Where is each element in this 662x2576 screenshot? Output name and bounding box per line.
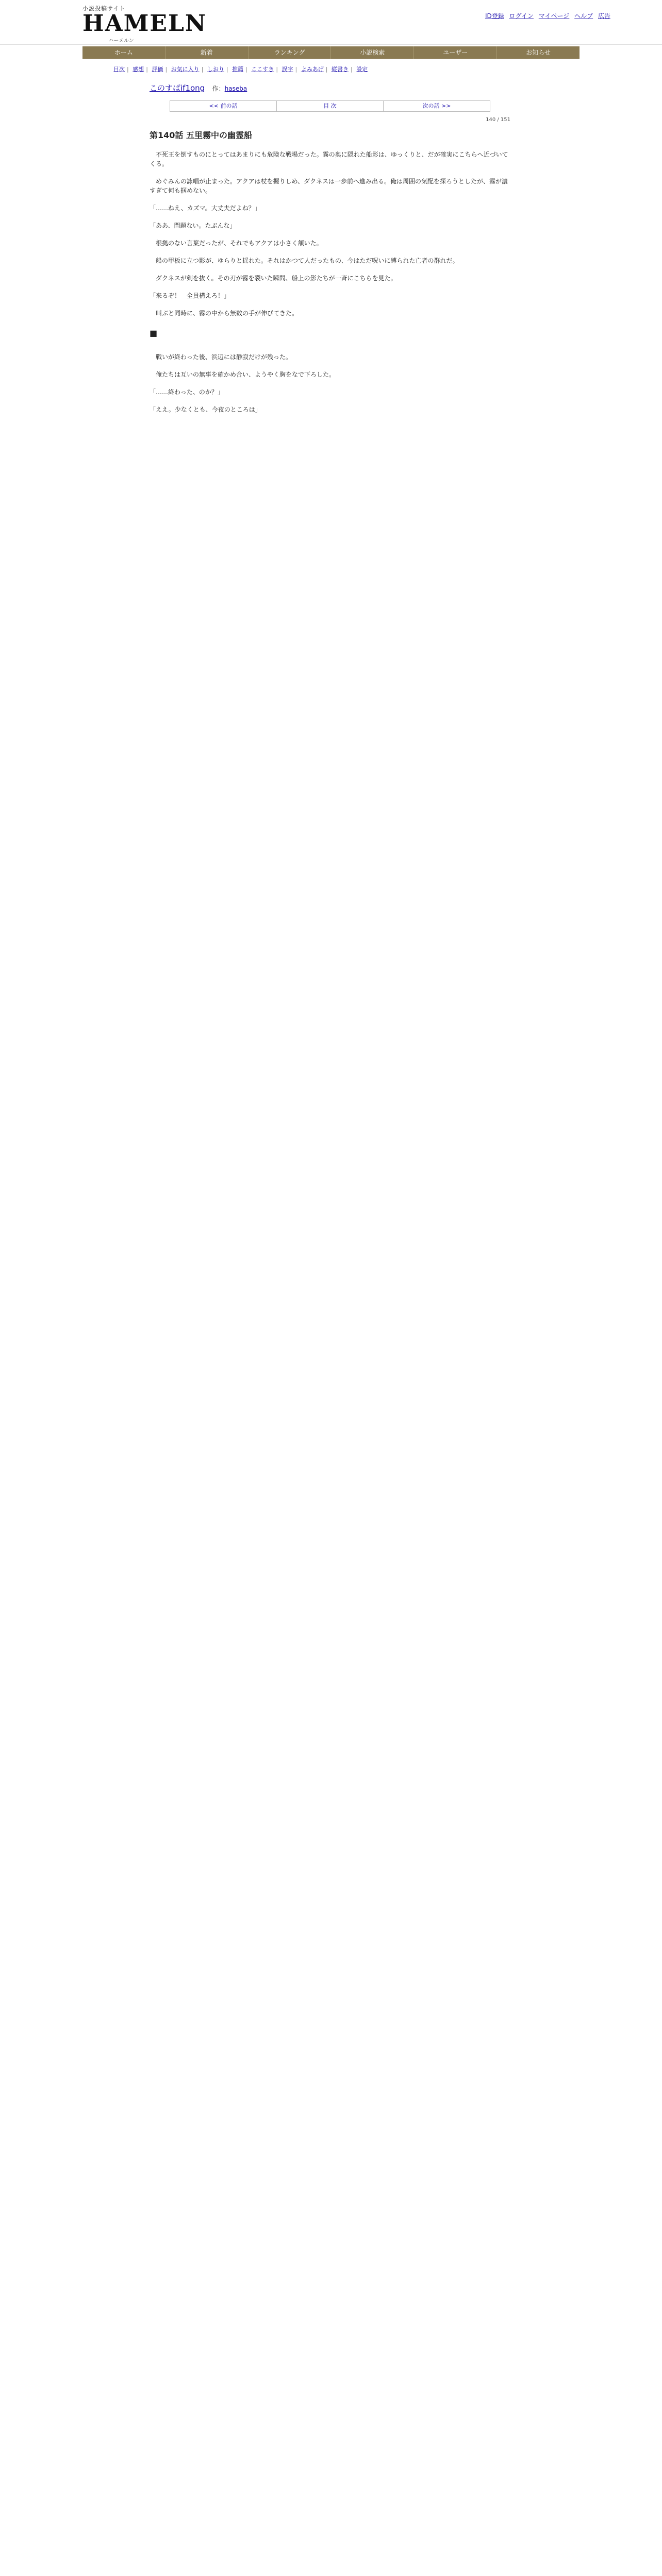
- nav-home[interactable]: ホーム: [82, 46, 166, 59]
- site-logo[interactable]: [82, 4, 207, 44]
- subnav-read-aloud[interactable]: よみあげ: [301, 66, 324, 73]
- scene-break-marker: ■: [150, 328, 158, 338]
- body-paragraph: めぐみんの詠唱が止まった。アクアは杖を握りしめ、ダクネスは一歩前へ進み出る。俺は周囲の気配を探ろうとしたが、霧が濃すぎて何も掴めない。: [150, 178, 508, 194]
- subnav-bookmark[interactable]: しおり: [207, 66, 224, 73]
- author-line: [212, 85, 247, 92]
- prev-chapter-link[interactable]: << 前の話: [170, 101, 277, 111]
- chapter-body: [150, 150, 510, 414]
- subnav-koko-suki[interactable]: ここすき: [251, 66, 274, 73]
- nav-ranking[interactable]: ランキング: [249, 46, 332, 59]
- body-paragraph: 叫ぶと同時に、霧の中から無数の手が伸びてきた。: [150, 310, 299, 317]
- story-title[interactable]: このすばif1ong: [150, 83, 205, 93]
- body-paragraph: 「来るぞ！ 全員構えろ！」: [150, 292, 230, 299]
- next-chapter-link[interactable]: 次の話 >>: [422, 103, 451, 109]
- body-paragraph: 俺たちは互いの無事を確かめ合い、ようやく胸をなで下ろした。: [150, 371, 336, 378]
- subnav-recommend[interactable]: 推薦: [232, 66, 244, 73]
- top-link-mypage[interactable]: マイページ: [538, 12, 570, 20]
- toc-link[interactable]: 目 次: [277, 101, 384, 111]
- subnav-rating[interactable]: 評価: [152, 66, 163, 73]
- story-subnav: 目次 | 感想 | 評価 | お気に入り | しおり | 推薦 | ここすき | 誤字 | よみあげ | 縦書き | 設定: [113, 66, 368, 73]
- logo-tagline: 小説投稿サイト: [82, 5, 126, 12]
- subnav-typo-report[interactable]: 誤字: [282, 66, 293, 73]
- subnav-favorite[interactable]: お気に入り: [171, 66, 200, 73]
- author-link[interactable]: haseba: [224, 85, 247, 92]
- body-paragraph: ダクネスが剣を抜く。その刃が霧を裂いた瞬間、船上の影たちが一斉にこちらを見た。: [150, 275, 397, 282]
- top-link-login[interactable]: ログイン: [509, 12, 534, 20]
- nav-new[interactable]: 新着: [166, 46, 249, 59]
- body-paragraph: 「……終わった、のか？」: [150, 388, 224, 396]
- main-nav: [82, 46, 580, 59]
- author-label: 作：: [212, 85, 225, 92]
- logo-wordmark: HAMELN: [82, 10, 207, 37]
- subnav-toc[interactable]: 目次: [113, 66, 125, 73]
- body-paragraph: 「……ねえ、カズマ。大丈夫だよね？」: [150, 205, 261, 212]
- subnav-settings[interactable]: 設定: [356, 66, 368, 73]
- body-paragraph: 根拠のない言葉だったが、それでもアクアは小さく頷いた。: [150, 240, 323, 247]
- body-paragraph: 「ああ、問題ない。たぶんな」: [150, 222, 236, 229]
- chapter-pager: [170, 100, 490, 112]
- chapter-title: 第140話 五里霧中の幽霊船: [150, 130, 252, 140]
- body-paragraph: 不死王を倒すものにとってはあまりにも危険な戦場だった。霧の奥に隠れた船影は、ゆっくりと、だが確実にこちらへ近づいてくる。: [150, 151, 508, 167]
- subnav-vertical[interactable]: 縦書き: [331, 66, 349, 73]
- body-paragraph: 船の甲板に立つ影が、ゆらりと揺れた。それはかつて人だったもの、今はただ呪いに縛られた亡者の群れだ。: [150, 257, 459, 264]
- chapter-count: 140 / 151: [486, 117, 510, 123]
- top-link-help[interactable]: ヘルプ: [574, 12, 593, 20]
- story-content: [150, 82, 510, 422]
- story-header: [150, 82, 510, 93]
- top-link-register[interactable]: ID登録: [485, 12, 504, 20]
- body-paragraph: 戦いが終わった後、浜辺には静寂だけが残った。: [150, 353, 292, 361]
- top-link-ads[interactable]: 広告: [598, 12, 610, 20]
- nav-user[interactable]: ユーザー: [414, 46, 497, 59]
- nav-news[interactable]: お知らせ: [526, 49, 551, 56]
- site-header: [0, 0, 662, 45]
- logo-kana: ハーメルン: [108, 38, 134, 44]
- body-paragraph: 「ええ。少なくとも、今夜のところは」: [150, 406, 261, 413]
- nav-search[interactable]: 小説検索: [331, 46, 414, 59]
- subnav-comments[interactable]: 感想: [133, 66, 144, 73]
- top-links: [482, 11, 610, 20]
